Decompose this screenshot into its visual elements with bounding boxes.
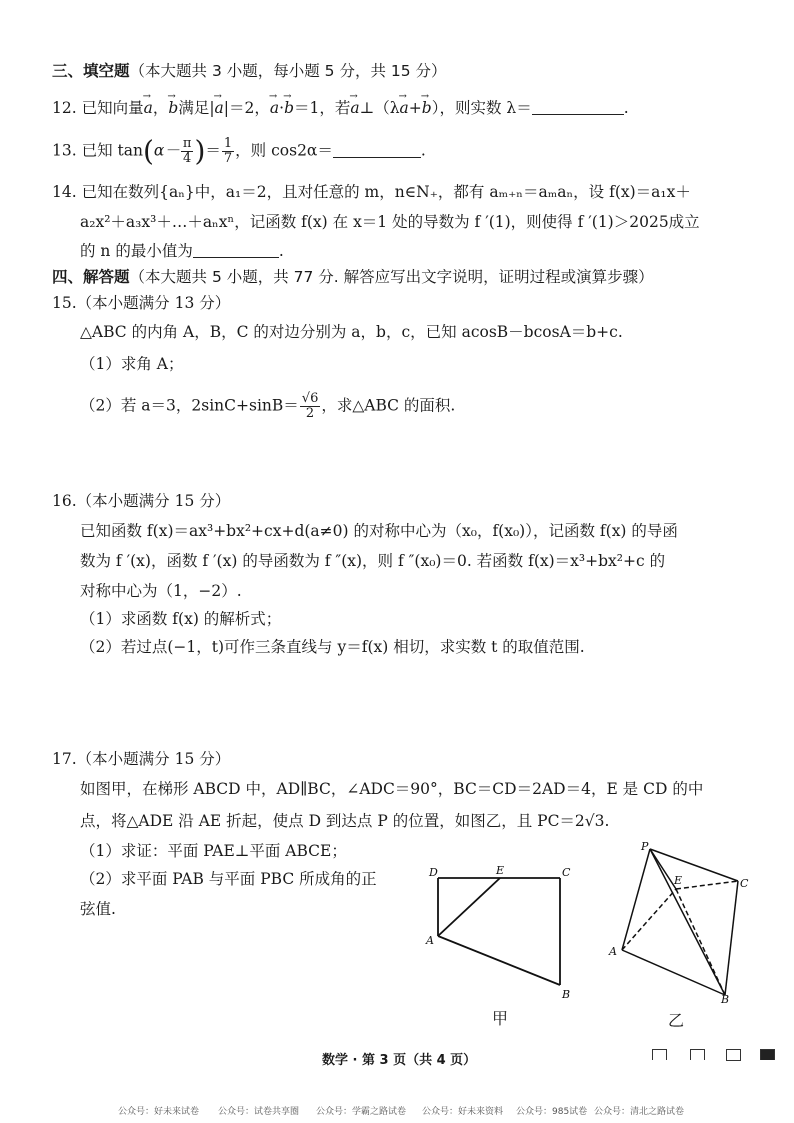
corner-mark — [726, 1049, 741, 1061]
question-15-header: 15.（本小题满分 13 分） — [52, 294, 231, 312]
section-fill-heading — [52, 60, 447, 82]
question-15-stem: △ABC 的内角 A，B，C 的对边分别为 a，b，c，已知 acosB－bcosA＝b+c. — [80, 323, 623, 341]
section-title: 三、填空题 — [52, 62, 130, 80]
label-C: C — [740, 877, 749, 890]
label-P: P — [641, 840, 649, 853]
page-footer: 数学 · 第 3 页（共 4 页） — [322, 1053, 477, 1068]
section-note: （本大题共 5 小题，共 77 分. 解答应写出文字说明，证明过程或演算步骤） — [129, 268, 654, 286]
question-13: 13. 已知 tan(α－ $\frac{\pi}{4}$ )＝ $\frac{1}{7}$ ，则 cos2α＝ . — [52, 134, 426, 168]
watermark: 公众号：好未来资料 — [422, 1107, 504, 1117]
figure-jia-trapezoid — [420, 860, 585, 1005]
question-12: 12. 已知向量→ a，→ b满足|→ a|＝2，→ a·→ b＝1，若→ a⊥（λ→ a+→ b），则实数 λ＝ . — [52, 97, 629, 119]
question-16-line3: 对称中心为（1，−2）. — [80, 582, 242, 600]
question-16-part2: （2）若过点(−1，t)可作三条直线与 y＝f(x) 相切，求实数 t 的取值范围. — [80, 638, 585, 656]
corner-mark — [652, 1049, 667, 1060]
question-14: 14. 已知在数列{aₙ}中，a₁＝2，且对任意的 m，n∈N₊，都有 aₘ₊ₙ＝aₘaₙ，设 f(x)＝a₁x＋ — [52, 183, 691, 201]
question-16-header: 16.（本小题满分 15 分） — [52, 492, 231, 510]
answer-blank[interactable] — [532, 98, 624, 115]
label-D: D — [429, 866, 438, 879]
corner-mark — [760, 1049, 775, 1060]
watermark: 公众号：试卷共享圈 — [218, 1107, 300, 1117]
question-16-line1: 已知函数 f(x)＝ax³+bx²+cx+d(a≠0) 的对称中心为（x₀，f(x₀)），记函数 f(x) 的导函 — [80, 522, 678, 540]
question-17-header: 17.（本小题满分 15 分） — [52, 750, 231, 768]
section-solve-heading — [52, 266, 654, 288]
answer-blank[interactable] — [333, 141, 421, 158]
question-17-part2a: （2）求平面 PAB 与平面 PBC 所成角的正 — [80, 870, 377, 888]
label-A: A — [609, 945, 617, 958]
label-E: E — [496, 864, 505, 877]
question-17-line1: 如图甲，在梯形 ABCD 中，AD∥BC，∠ADC＝90°，BC＝CD＝2AD＝4，E 是 CD 的中 — [80, 780, 704, 798]
question-15-part2: （2）若 a＝3，2sinC+sinB＝ $\frac{√6}{2}$ ，求△ABC 的面积. — [80, 391, 456, 421]
watermark: 公众号：学霸之路试卷 — [316, 1107, 407, 1117]
label-B: B — [562, 988, 571, 1001]
question-14-line3: 的 n 的最小值为 . — [80, 242, 284, 260]
label-B: B — [721, 993, 730, 1005]
question-14-line2: a₂x²＋a₃x³＋…＋aₙxⁿ，记函数 f(x) 在 x＝1 处的导数为 f ′(1)，则使得 f ′(1)＞2025成立 — [80, 213, 700, 231]
question-17-part2b: 弦值. — [80, 900, 116, 918]
fraction-1-over-7: $\frac{1}{7}$ — [223, 136, 233, 166]
figure-jia-caption: 甲 — [492, 1009, 509, 1028]
question-15-part1: （1）求角 A； — [80, 355, 184, 373]
watermark: 公众号：好未来试卷 — [118, 1107, 200, 1117]
watermark: 公众号：985试卷 — [516, 1107, 588, 1117]
section-title: 四、解答题 — [52, 268, 130, 286]
answer-blank[interactable] — [193, 241, 279, 258]
figure-yi-folded — [600, 835, 760, 1005]
section-note: （本大题共 3 小题，每小题 5 分，共 15 分） — [129, 62, 447, 80]
label-A: A — [426, 934, 434, 947]
question-17-part1: （1）求证：平面 PAE⊥平面 ABCE； — [80, 842, 347, 860]
question-17-line2: 点，将△ADE 沿 AE 折起，使点 D 到达点 P 的位置，如图乙，且 PC＝2√3. — [80, 812, 610, 830]
label-E: E — [674, 874, 683, 887]
question-16-line2: 数为 f ′(x)，函数 f ′(x) 的导函数为 f ″(x)，则 f ″(x₀)＝0. 若函数 f(x)＝x³+bx²+c 的 — [80, 552, 666, 570]
watermark: 公众号：清北之路试卷 — [594, 1107, 685, 1117]
fraction-sqrt6-over-2: $\frac{√6}{2}$ — [301, 391, 319, 421]
label-C: C — [562, 866, 571, 879]
corner-mark — [690, 1049, 705, 1060]
fraction-pi-over-4: $\frac{\pi}{4}$ — [182, 136, 192, 166]
figure-yi-caption: 乙 — [668, 1011, 685, 1030]
question-16-part1: （1）求函数 f(x) 的解析式； — [80, 610, 282, 628]
